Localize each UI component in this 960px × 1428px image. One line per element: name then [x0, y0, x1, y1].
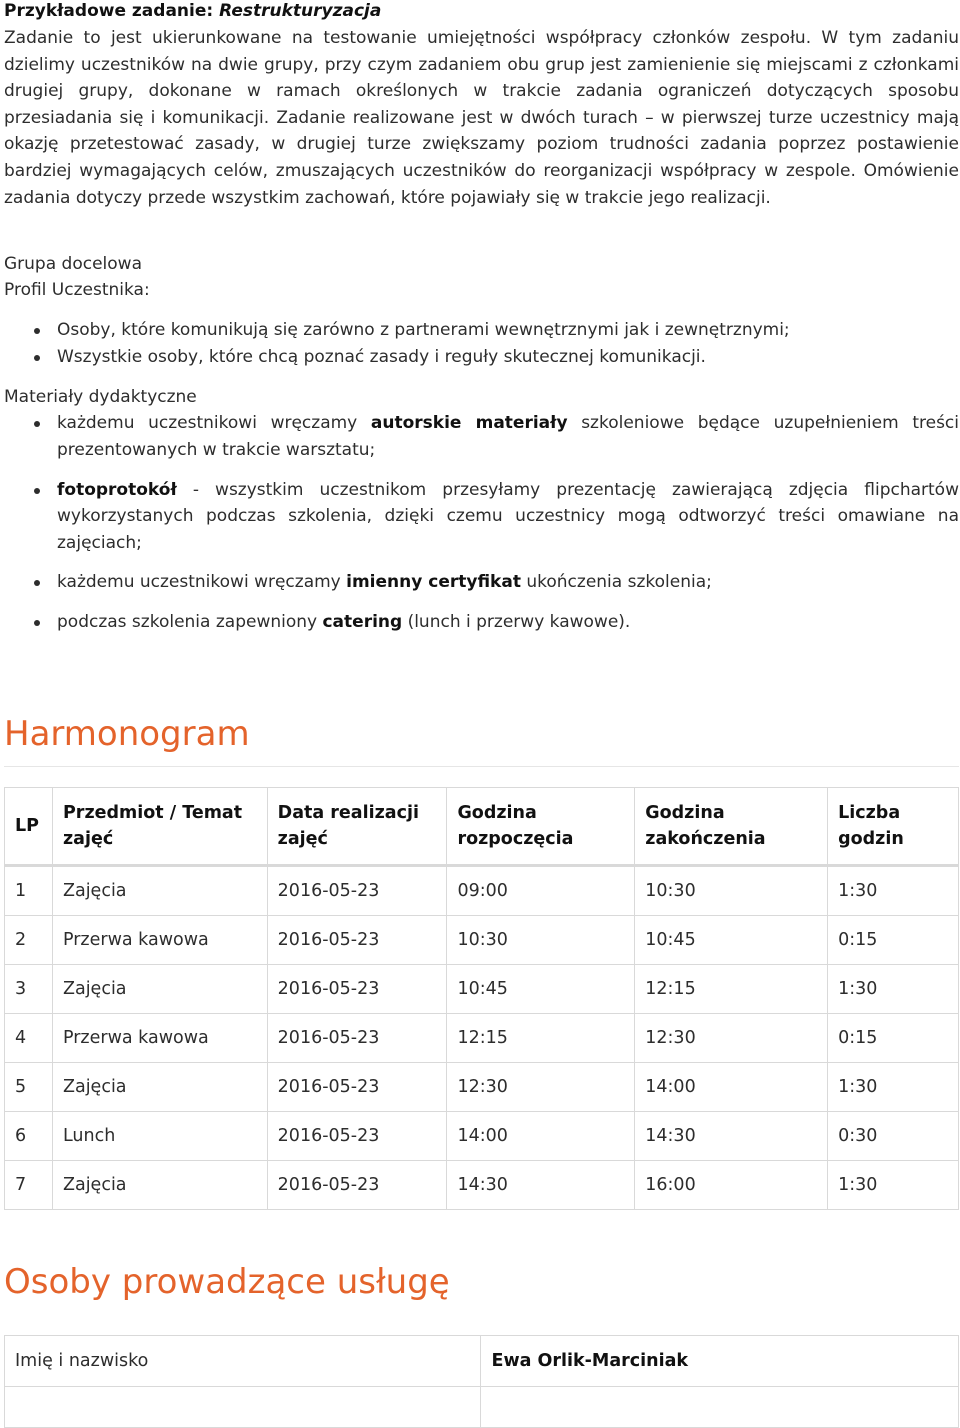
document-body	[4, 0, 959, 1371]
table-cell: Zajęcia	[52, 965, 267, 1014]
table-cell: 10:30	[447, 916, 635, 965]
table-cell: 2016-05-23	[267, 1063, 447, 1112]
table-cell: Zajęcia	[52, 866, 267, 916]
table-cell: 16:00	[635, 1161, 828, 1210]
table-cell: 1:30	[828, 866, 959, 916]
table-cell: 10:30	[635, 866, 828, 916]
table-header-row	[5, 788, 959, 866]
materials-list	[4, 410, 959, 635]
schedule-heading: Harmonogram	[4, 714, 250, 754]
table-cell: 2016-05-23	[267, 1014, 447, 1063]
table-cell: 0:15	[828, 1014, 959, 1063]
task-title-prefix: Przykładowe zadanie:	[4, 1, 220, 21]
table-cell: 2016-05-23	[267, 1112, 447, 1161]
table-cell: 14:30	[447, 1161, 635, 1210]
table-row	[5, 866, 959, 916]
column-header: LP	[5, 788, 53, 866]
table-cell: Zajęcia	[52, 1161, 267, 1210]
bold-term: catering	[322, 611, 403, 632]
table-cell: 4	[5, 1014, 53, 1063]
table-row	[5, 1336, 959, 1387]
table-row	[5, 1112, 959, 1161]
participant-profile-label: Profil Uczestnika:	[4, 280, 150, 301]
task-description	[4, 25, 959, 211]
column-header: Przedmiot / Temat zajęć	[52, 788, 267, 866]
name-label-cell: Imię i nazwisko	[5, 1336, 481, 1387]
bold-term: fotoprotokół	[57, 479, 177, 500]
table-cell: 10:45	[447, 965, 635, 1014]
table-cell: 2	[5, 916, 53, 965]
table-cell: 12:30	[447, 1063, 635, 1112]
table-row	[5, 1063, 959, 1112]
target-group-label: Grupa docelowa	[4, 254, 142, 275]
table-cell: 3	[5, 965, 53, 1014]
column-header: Data realizacji zajęć	[267, 788, 447, 866]
table-cell: 09:00	[447, 866, 635, 916]
table-cell: 0:15	[828, 916, 959, 965]
list-item: Wszystkie osoby, które chcą poznać zasady i reguły skutecznej komunikacji.	[4, 344, 959, 371]
table-row	[5, 1014, 959, 1063]
table-cell: 12:30	[635, 1014, 828, 1063]
task-description-part2: Zadanie realizowane jest w dwóch turach – w pierwszej turze uczestnicy mają okazję przetestować zasady, w drugiej turze zwiększamy poziom trudności zadania poprzez postawienie bardziej wymagających celów, zmuszających uczestników do reorganizacji współpracy w zespole. Omówienie zadania dotyczy przede wszystkim zachowań, które pojawiały się w trakcie jego realizacji.	[4, 107, 959, 208]
name-value-cell	[481, 1336, 959, 1387]
list-item: każdemu uczestnikowi wręczamy autorskie materiały szkoleniowe będące uzupełnieniem treści prezentowanych w trakcie warsztatu;	[4, 410, 959, 463]
table-cell: Przerwa kawowa	[52, 1014, 267, 1063]
participant-profile-list	[4, 317, 959, 370]
table-row	[5, 916, 959, 965]
table-cell: 14:30	[635, 1112, 828, 1161]
table-cell: Zajęcia	[52, 1063, 267, 1112]
table-cell: 14:00	[635, 1063, 828, 1112]
trainers-heading: Osoby prowadzące usługę	[4, 1262, 450, 1302]
table-cell: 14:00	[447, 1112, 635, 1161]
bold-term: autorskie materiały	[370, 413, 568, 434]
trainer-name: Ewa Orlik-Marciniak	[491, 1351, 689, 1371]
list-item: każdemu uczestnikowi wręczamy imienny certyfikat ukończenia szkolenia;	[4, 569, 959, 596]
column-header: Godzina zakończenia	[635, 788, 828, 866]
table-row	[5, 965, 959, 1014]
materials-label: Materiały dydaktyczne	[4, 387, 197, 408]
table-cell: 6	[5, 1112, 53, 1161]
table-cell: 1:30	[828, 1161, 959, 1210]
table-cell: 2016-05-23	[267, 1161, 447, 1210]
table-cell: 12:15	[447, 1014, 635, 1063]
table-cell: 1	[5, 866, 53, 916]
table-cell: 5	[5, 1063, 53, 1112]
task-title	[4, 0, 959, 22]
table-row	[5, 1161, 959, 1210]
table-cell: 2016-05-23	[267, 866, 447, 916]
table-cell: 10:45	[635, 916, 828, 965]
trainers-table	[4, 1335, 959, 1428]
column-header: Liczba godzin	[828, 788, 959, 866]
list-item: fotoprotokół - wszystkim uczestnikom przesyłamy prezentację zawierającą zdjęcia flipchartów wykorzystanych podczas szkolenia, dzięki czemu uczestnicy mogą odtworzyć treści omawiane na zajęciach;	[4, 477, 959, 557]
table-cell: 1:30	[828, 1063, 959, 1112]
column-header: Godzina rozpoczęcia	[447, 788, 635, 866]
table-cell: Przerwa kawowa	[52, 916, 267, 965]
table-cell: 1:30	[828, 965, 959, 1014]
task-description-part1: Zadanie to jest ukierunkowane na testowanie umiejętności współpracy członków zespołu. W tym zadaniu dzielimy uczestników na dwie grupy, przy czym zadaniem obu grup jest zamienienie się miejscami z członkami drugiej grupy, dokonane w ramach określonych w trakcie zadania ograniczeń dotyczących sposobu przesiadania się i komunikacji.	[4, 28, 959, 128]
table-cell: 2016-05-23	[267, 916, 447, 965]
schedule-table	[4, 787, 959, 1210]
task-title-name: Restrukturyzacja	[219, 1, 382, 21]
divider	[4, 766, 959, 767]
list-item: podczas szkolenia zapewniony catering (lunch i przerwy kawowe).	[4, 609, 959, 636]
bold-term: imienny certyfikat	[346, 572, 521, 593]
table-cell: 2016-05-23	[267, 965, 447, 1014]
list-item: Osoby, które komunikują się zarówno z partnerami wewnętrznymi jak i zewnętrznymi;	[4, 317, 959, 344]
table-cell: 12:15	[635, 965, 828, 1014]
table-cell: 7	[5, 1161, 53, 1210]
table-cell: Lunch	[52, 1112, 267, 1161]
table-cell: 0:30	[828, 1112, 959, 1161]
